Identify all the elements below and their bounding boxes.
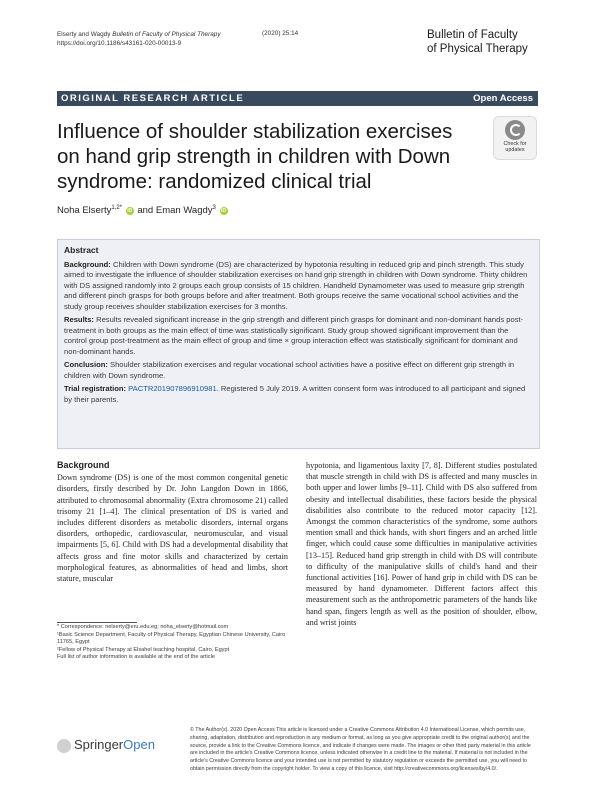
orcid-icon[interactable]: iD (221, 207, 227, 214)
citation-journal: Bulletin of Faculty of Physical Therapy (112, 31, 221, 38)
citation-year: (2020) 25:14 (262, 30, 299, 37)
author-name[interactable]: Eman Wagdy (155, 205, 213, 217)
author-name[interactable]: Noha Elserty (57, 205, 112, 217)
citation-authors: Elserty and Wagdy (57, 31, 111, 38)
author-conjunction: and (137, 205, 154, 217)
springer-horse-icon (57, 739, 71, 753)
footnote-divider (57, 622, 137, 623)
body-paragraph: hypotonia, and ligamentous laxity [7, 8]. Different studies postulated that muscle strength in child with DS is affected and many muscles in both upper and lower limbs [9–11]. Child with DS also suffered from obesity and intellectual disabilities, these factors beside the physical disabilities also contribute to the reduced motor capacity [12]. Amongst the common characteristics of the syndrome, some authors mention small and thick hands, with short fingers and an arched little finger, which could cause some difficulties in manipulative activities [13–15]. Reduced hand grip strength in child with DS will contribute to difficulty of the manipulative skills of child's hand and their functional activities [16]. Power of hand grip in child with DS can be measured by hand dynamometer. Different factors affect this measurement such as the anthropometric parameters of the hands like hand span, fingers length as well as the position of shoulder, elbow, and wrist joints (306, 461, 537, 627)
doi-link[interactable]: https://doi.org/10.1186/s43161-020-00013-9 (57, 40, 182, 47)
article-type: ORIGINAL RESEARCH ARTICLE (61, 93, 245, 104)
journal-name-line1: Bulletin of Faculty (427, 29, 518, 41)
running-header (57, 30, 221, 48)
open-access-label: Open Access (473, 93, 533, 104)
correspondence[interactable]: * Correspondence: nelserty@eru.edu.eg; noha_elserty@hotmail.com (57, 624, 229, 630)
body-paragraph: Down syndrome (DS) is one of the most common congenital genetic disorders, firstly described by Dr. John Langdon Down in 1866, attributed to chromosomal abnormality (Extra chromosome 21) called trisomy 21 [1–4]. The clinical presentation of DS is varied and includes different disorders as metabolic disorders, internal organs disorders, orthopedic, cardiovascular, neuromuscular, and visual impairments [5, 6]. Child with DS had a developmental disability that affects gross and fine motor skills and characterized by certain morphological features, as abnormalities of head and limbs, short stature, muscular (57, 473, 288, 584)
check-for-updates-label: Check for updates (503, 141, 527, 153)
affiliation: ¹Basic Science Department, Faculty of Physical Therapy, Egyptian Chinese University, Cairo 11765, Egypt (57, 631, 286, 646)
footnotes (57, 624, 288, 662)
article-type-banner (57, 91, 538, 106)
refresh-icon (505, 120, 525, 140)
author-list (57, 205, 229, 216)
check-for-updates-badge[interactable] (493, 116, 537, 160)
abstract-heading: Abstract (64, 245, 99, 255)
abstract-trial-registration: Trial registration: PACTR201907896910981. Registered 5 July 2019. A written consent form was introduced to all participant and signed by their parents. (64, 384, 526, 404)
section-heading: Background (57, 460, 110, 470)
journal-name (427, 28, 528, 56)
affiliation: ²Fellow of Physical Therapy at Elsahel teaching hospital, Cairo, Egypt (57, 646, 230, 653)
abstract-results: Results: Results revealed significant increase in the grip strength and different pinch grasps for dominant and non-dominant hands post-treatment in both groups as the main effect of time was statistically significant. Study group showed significant improvement than the control group post-treatment as the main effect of group and time × group interaction effect was statistically significant for dominant and non-dominant hands. (64, 315, 524, 356)
body-column-right (306, 460, 537, 628)
license-text: © The Author(s). 2020 Open Access This article is licensed under a Creative Commons Attribution 4.0 International License, which permits use, sharing, adaptation, distribution and reproduction in any medium or format, as long as you give appropriate credit to the original author(s) and the source, provide a link to the Creative Commons licence, and indicate if changes were made. The images or other third party material in this article are included in the article's Creative Commons licence, unless indicated otherwise in a credit line to the material. If material is not included in the article's Creative Commons licence and your intended use is not permitted by statutory regulation or exceeds the permitted use, you will need to obtain permission directly from the copyright holder. To view a copy of this licence, visit http://creativecommons.org/licenses/by/4.0/. (190, 727, 531, 772)
abstract-background: Background: Children with Down syndrome (DS) are characterized by hypotonia resulting in reduced grip and pinch strength. This study aimed to investigate the influence of shoulder stabilization exercises on hand grip strength in children with Down syndrome. Thirty children with DS assigned randomly into 2 groups each group consists of 15 children. Handheld Dynamometer was used to measure grip strength and different pinch grasps for both groups before and after treatment. Both groups receive the same vocational school activities and the study group receives shoulder stabilization exercises for 3 months. (64, 259, 528, 311)
body-column-left (57, 460, 288, 584)
trial-registration-link[interactable]: PACTR201907896910981 (128, 384, 217, 393)
article-title: Influence of shoulder stabilization exercises on hand grip strength in children with Down syndrome: randomized clinical trial (57, 120, 453, 193)
author-info-note: Full list of author information is available at the end of the article (57, 654, 215, 661)
author-affiliation-marker: 3 (212, 205, 216, 211)
author-affiliation-marker: 1,2* (111, 205, 123, 211)
orcid-icon[interactable]: iD (127, 207, 133, 214)
abstract-box (57, 239, 540, 449)
publisher-logo: SpringerOpen (57, 737, 155, 753)
abstract-conclusion: Conclusion: Shoulder stabilization exercises and regular vocational school activities have a positive effect on different grip strength in children with Down syndrome. (64, 360, 515, 380)
journal-name-line2: of Physical Therapy (427, 43, 528, 55)
